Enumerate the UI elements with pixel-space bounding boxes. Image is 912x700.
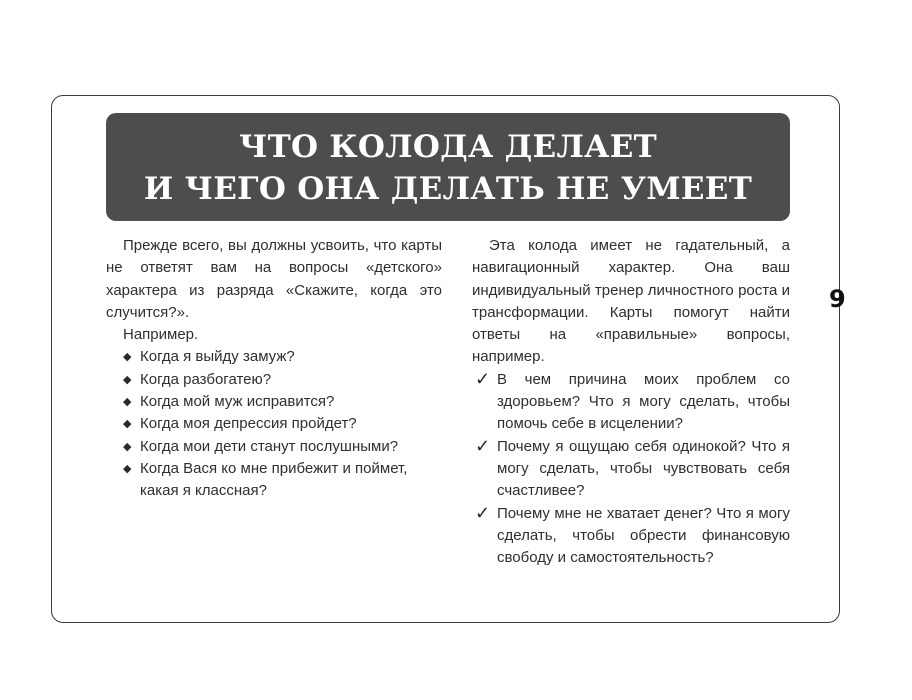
list-item-text: Когда Вася ко мне прибежит и поймет, какая я классная? [140,459,408,500]
list-item [123,369,442,391]
bullet-list [106,346,442,502]
title-line-1: ЧТО КОЛОДА ДЕЛАЕТ [238,129,658,165]
title-line-2: И ЧЕГО ОНА ДЕЛАТЬ НЕ УМЕЕТ [143,171,753,207]
list-item [123,391,442,413]
list-item-text: Когда я выйду замуж? [140,348,295,366]
list-item-text: Почему мне не хватает денег? Что я могу сделать, чтобы обрести финансовую свободу и самостоятельность? [497,504,790,567]
left-intro-paragraph: Прежде всего, вы должны усвоить, что карты не ответят вам на вопросы «детского» характера из разряда «Скажите, когда это случится?». [106,237,442,321]
list-item-text: Когда моя депрессия пройдет? [140,415,357,433]
list-item-text: Когда мои дети станут послушными? [140,437,399,455]
list-item-text: Почему я ощущаю себя одинокой? Что я могу сделать, чтобы чувствовать себя счастливее? [497,437,790,500]
left-column [106,235,442,503]
list-item [123,458,442,503]
list-item-text: Когда разбогатею? [140,370,272,388]
list-item [123,346,442,368]
diamond-bullet-icon: ◆ [123,351,132,364]
diamond-bullet-icon: ◆ [123,373,132,386]
list-item [475,436,790,503]
list-item [475,369,790,436]
list-item [123,413,442,435]
diamond-bullet-icon: ◆ [123,440,132,453]
list-item-text: В чем причина моих проблем со здоровьем? Что я могу сделать, чтобы помочь себе в исцелении? [497,370,790,433]
right-column [472,235,790,569]
page-number: 9 [829,285,846,313]
section-title-banner [106,113,790,221]
list-item [475,503,790,570]
diamond-bullet-icon: ◆ [123,396,132,409]
list-item-text: Когда мой муж исправится? [140,393,335,411]
diamond-bullet-icon: ◆ [123,462,132,475]
example-label: Например. [123,326,199,344]
right-intro-paragraph: Эта колода имеет не гадательный, а навигационный характер. Она ваш индивидуальный тренер личностного роста и трансформации. Карты помогут найти ответы на «правильные» вопросы, например. [472,237,790,366]
list-item [123,436,442,458]
checkmark-icon: ✓ [475,368,491,389]
checkmark-icon: ✓ [475,502,491,523]
question-list [472,369,790,570]
diamond-bullet-icon: ◆ [123,418,132,431]
checkmark-icon: ✓ [475,435,491,456]
